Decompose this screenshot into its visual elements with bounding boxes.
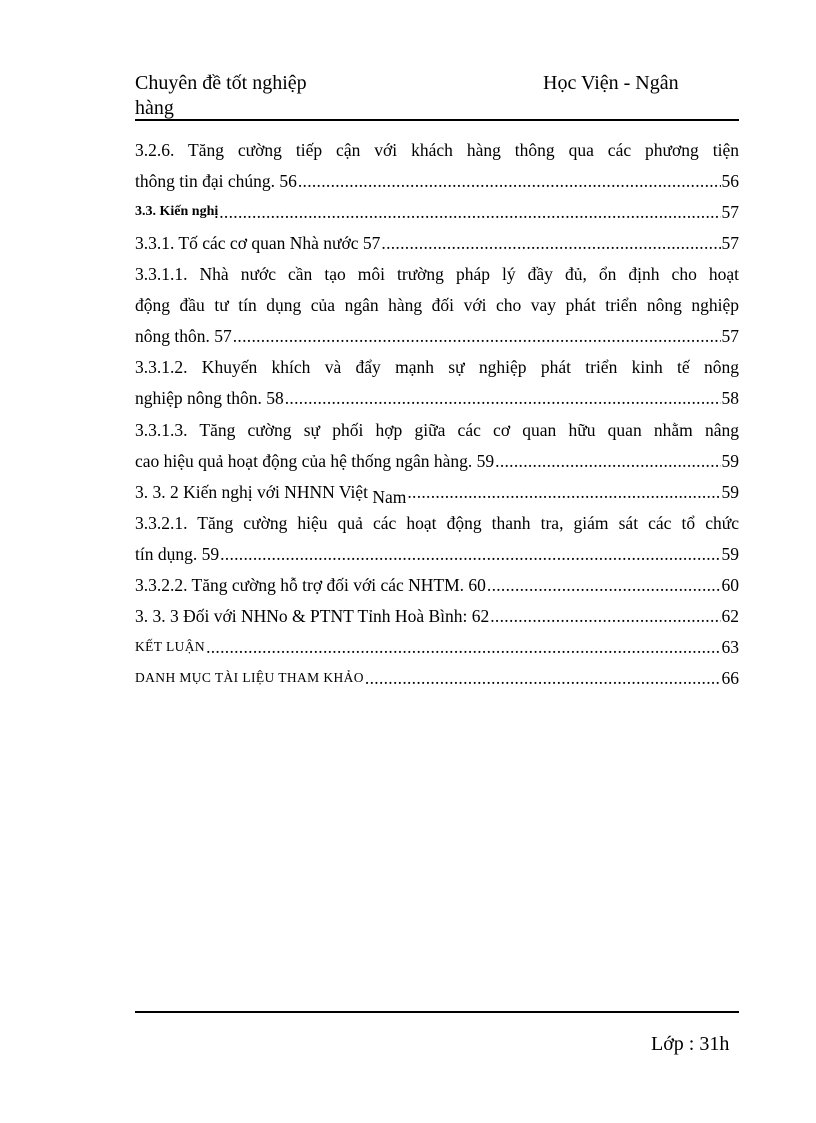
toc-entry-text: 3.3.1.1. Nhà nước cần tạo môi trường pháp lý đầy đủ, ổn định cho hoạt (135, 264, 739, 284)
toc-page-number: 59 (721, 544, 739, 564)
toc-page-number: 58 (721, 388, 739, 408)
toc-entry-text (135, 479, 406, 505)
toc-entry-line (135, 479, 739, 505)
dot-leader (495, 448, 720, 474)
toc-entry-text: 3.3.2.1. Tăng cường hiệu quả các hoạt động thanh tra, giám sát các tổ chức (135, 513, 739, 533)
toc-entry-text: 3. 3. 3 Đối với NHNo & PTNT Tỉnh Hoà Bình: 62 (135, 606, 490, 626)
dot-leader (490, 603, 720, 629)
toc-entry-line (135, 572, 739, 598)
dot-leader (298, 168, 721, 194)
toc-page-number: 60 (721, 575, 739, 595)
toc-entry-text: 3.3.2.2. Tăng cường hỗ trợ đối với các NHTM. 60 (135, 575, 486, 595)
toc-entry-line (135, 323, 739, 349)
toc-entry-text: 3.3.1. Tố các cơ quan Nhà nước 57 (135, 233, 381, 253)
toc-entry-text: nông thôn. 57 (135, 326, 232, 346)
toc-page-number: 59 (721, 451, 739, 471)
toc-entry-line (135, 634, 739, 660)
dot-leader (206, 634, 720, 660)
toc-page-number: 56 (721, 171, 739, 191)
toc-entry-line (135, 541, 739, 567)
dot-leader (220, 541, 720, 567)
footer-divider (135, 1011, 739, 1013)
toc-entry-line (135, 230, 739, 256)
toc-page-number: 62 (721, 606, 739, 626)
toc-entry-text-main: 3. 3. 2 Kiến nghị với NHNN Việt (135, 482, 368, 502)
toc-page-number: 63 (721, 637, 739, 657)
toc-page-number: 57 (721, 233, 739, 253)
footer-class-label: Lớp : 31h (651, 1033, 730, 1055)
header-divider (135, 119, 739, 121)
toc-entry-text: nghiệp nông thôn. 58 (135, 388, 284, 408)
toc-entry-text: KẾT LUẬN (135, 639, 206, 654)
header-institution: Học Viện - Ngân (543, 72, 679, 94)
dot-leader (407, 479, 720, 505)
dot-leader (487, 572, 721, 598)
toc-entry-line (135, 665, 739, 691)
toc-page-number: 59 (721, 482, 739, 502)
toc-page-number: 66 (721, 668, 739, 688)
dot-leader (365, 665, 721, 691)
dot-leader (219, 199, 720, 225)
toc-entry-text: 3.2.6. Tăng cường tiếp cận với khách hàng thông qua các phương tiện (135, 140, 739, 160)
toc-entry-text: 3.3.1.2. Khuyến khích và đẩy mạnh sự nghiệp phát triển kinh tế nông (135, 357, 739, 377)
dot-leader (285, 385, 721, 411)
toc-entry-line (135, 603, 739, 629)
toc-entry-text: DANH MỤC TÀI LIỆU THAM KHẢO (135, 670, 364, 685)
toc-entry-line (135, 385, 739, 411)
toc-page-number: 57 (721, 326, 739, 346)
toc-entry-text: thông tin đại chúng. 56 (135, 171, 297, 191)
toc-entry-text: tín dụng. 59 (135, 544, 220, 564)
toc-entry-text: 3.3.1.3. Tăng cường sự phối hợp giữa các cơ quan hữu quan nhằm nâng (135, 420, 739, 440)
toc-entry-text-subscript: Nam (372, 487, 407, 507)
toc-entry-line (135, 199, 739, 225)
toc-entry-text: động đầu tư tín dụng của ngân hàng đối với cho vay phát triển nông nghiệp (135, 295, 739, 315)
header-document-type: Chuyên đề tốt nghiệp (135, 72, 307, 94)
toc-entry-text: cao hiệu quả hoạt động của hệ thống ngân hàng. 59 (135, 451, 495, 471)
header-institution-continuation: hàng (135, 97, 174, 119)
toc-page-number: 57 (721, 202, 739, 222)
dot-leader (233, 323, 721, 349)
toc-entry-line (135, 448, 739, 474)
toc-entry-line (135, 168, 739, 194)
dot-leader (381, 230, 720, 256)
toc-entry-text: 3.3. Kiến nghị (135, 204, 219, 219)
